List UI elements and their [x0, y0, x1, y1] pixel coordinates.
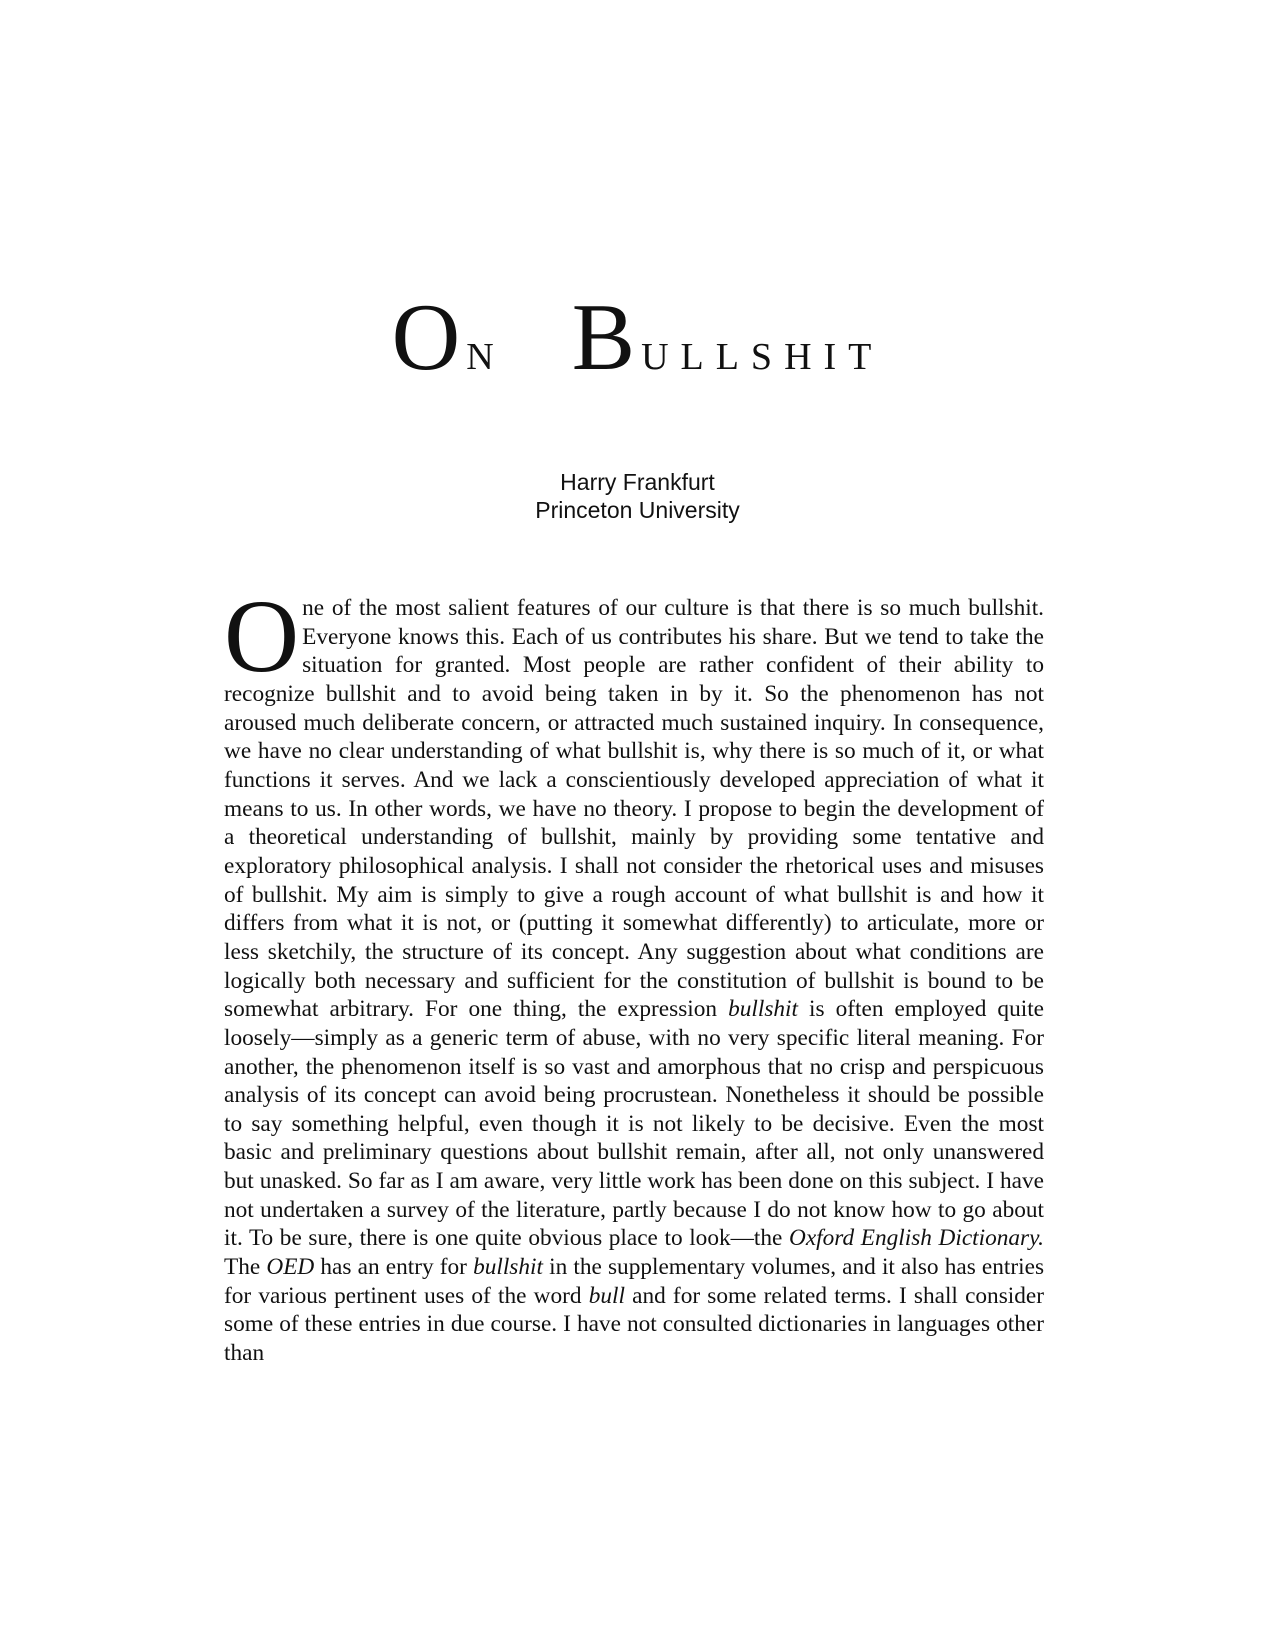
text-segment: in the supplementary volumes, and it also has entries for various pertinent uses of the word — [224, 1254, 1045, 1309]
text-segment: ne of the most salient features of our culture is that there is so much bullshit. Everyone knows this. Each of us contributes his share. But we tend to take the situation for granted. Most people are rather confident of their ability to recognize bullshit and to avoid being taken in by it. So the phenomenon has not aroused much deliberate concern, or attracted much sustained inquiry. In consequence, we have no clear understanding of what bullshit is, why there is so much of it, or what functions it serves. And we lack a conscientiously developed appreciation of what it means to us. In other words, we have no theory. I propose to begin the development of a theoretical understanding of bullshit, mainly by providing some tentative and exploratory philosophical analysis. I shall not consider the rhetorical uses and misuses of bullshit. My aim is simply to give a rough account of what bullshit is and how it differs from what it is not, or (putting it somewhat differently) to articulate, more or less sketchily, the structure of its concept. Any suggestion about what conditions are logically both necessary and sufficient for the constitution of bullshit is bound to be somewhat arbitrary. For one thing, the expression — [224, 595, 1044, 1023]
text-segment: and for some related terms. I shall consider some of these entries in due course. I have not consulted dictionaries in languages other than — [224, 1282, 1044, 1367]
title-word-on — [391, 284, 506, 390]
italic-title: Oxford English Dictionary. — [789, 1225, 1045, 1252]
author-name: Harry Frankfurt — [560, 469, 715, 495]
author-block — [0, 468, 1275, 524]
title-rest-n: N — [466, 336, 506, 378]
page-title — [0, 284, 1275, 390]
text-segment: is often employed quite loosely—simply as a generic term of abuse, with no very specific literal meaning. For another, the phenomenon itself is so vast and amorphous that no crisp and perspicuous analysis of its concept can avoid being procrustean. Nonetheless it should be possible to say something helpful, even though it is not likely to be decisive. Even the most basic and preliminary questions about bullshit remain, after all, not only unanswered but unasked. So far as I am aware, very little work has been done on this subject. I have not undertaken a survey of the literature, partly because I do not know how to go about it. To be sure, there is one quite obvious place to look—the — [224, 996, 1045, 1252]
italic-term: bullshit — [728, 996, 798, 1023]
text-segment: has an entry for — [314, 1254, 474, 1281]
text-segment: The — [224, 1254, 267, 1281]
italic-term: bull — [588, 1282, 625, 1309]
title-rest-ullshit: ULLSHIT — [641, 336, 884, 378]
body-paragraph — [224, 579, 1045, 1368]
author-affiliation: Princeton University — [535, 497, 740, 523]
title-initial-b: B — [571, 284, 642, 390]
title-initial-o: O — [391, 284, 467, 390]
italic-abbrev: OED — [266, 1254, 315, 1281]
drop-cap: O — [224, 579, 300, 694]
italic-term: bullshit — [473, 1254, 543, 1281]
title-word-bullshit — [571, 284, 884, 390]
